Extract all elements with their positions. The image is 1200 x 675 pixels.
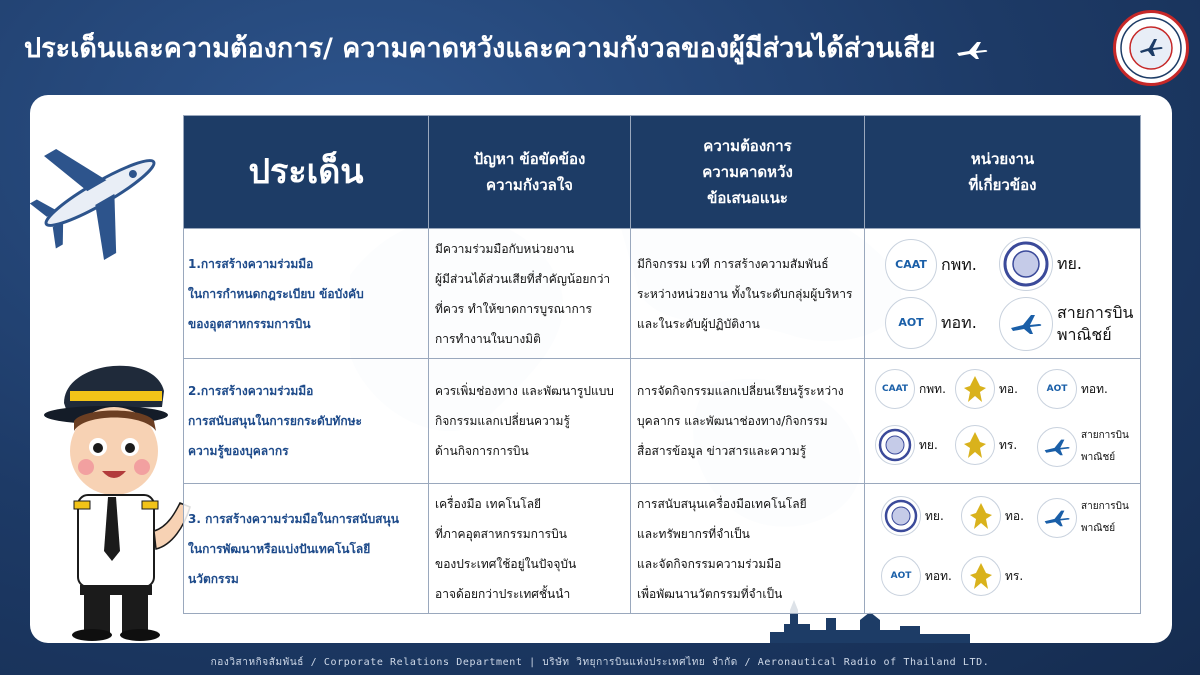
airplane-illustration xyxy=(30,123,170,263)
problem-cell: เครื่องมือ เทคโนโลยี ที่ภาคอุตสาหกรรมการบิน ของประเทศใช้อยู่ในปัจจุบัน อาจด้อยกว่าประเทศชั้นนำ xyxy=(429,484,631,614)
agency-airlines: สายการบิน พาณิชย์ xyxy=(999,297,1133,351)
agency-rtaf: ทอ. xyxy=(961,496,1024,536)
aerothai-seal xyxy=(1113,10,1189,86)
royal-emblem xyxy=(955,425,995,465)
problem-cell: ควรเพิ่มช่องทาง และพัฒนารูปแบบ กิจกรรมแลกเปลี่ยนความรู้ ด้านกิจการการบิน xyxy=(429,359,631,484)
agencies-cell xyxy=(865,229,1141,359)
column-header-needs: ความต้องการ ความคาดหวัง ข้อเสนอแนะ xyxy=(631,116,865,229)
agency-airlines: สายการบิน พาณิชย์ xyxy=(1037,496,1129,540)
pilot-illustration xyxy=(44,331,204,643)
table-row xyxy=(184,359,1141,484)
agency-caat: CAAT กพท. xyxy=(885,239,977,291)
issue-cell: 2.การสร้างความร่วมมือ การสนับสนุนในการยกระดับทักษะ ความรู้ของบุคลากร xyxy=(184,359,429,484)
needs-cell: มีกิจกรรม เวที การสร้างความสัมพันธ์ ระหว่างหน่วยงาน ทั้งในระดับกลุ่มผู้บริหาร และในระดับผู้ปฏิบัติงาน xyxy=(631,229,865,359)
table-header-row xyxy=(184,116,1141,229)
aot-logo: AOT xyxy=(885,297,937,349)
caat-logo: CAAT xyxy=(885,239,937,291)
agency-mot: ทย. xyxy=(881,496,944,536)
royal-emblem xyxy=(961,556,1001,596)
problem-cell: มีความร่วมมือกับหน่วยงาน ผู้มีส่วนได้ส่วนเสียที่สำคัญน้อยกว่า ที่ควร ทำให้ขาดการบูรณาการ การทำงานในบางมิติ xyxy=(429,229,631,359)
aot-logo: AOT xyxy=(1037,369,1077,409)
agency-caat: CAAT กพท. xyxy=(875,369,946,409)
agency-rtn: ทร. xyxy=(955,425,1017,465)
page-title xyxy=(24,26,989,69)
royal-emblem xyxy=(961,496,1001,536)
mot-seal xyxy=(881,496,921,536)
table-row xyxy=(184,484,1141,614)
page-title-text: ประเด็นและความต้องการ/ ความคาดหวังและความกังวลของผู้มีส่วนได้ส่วนเสีย xyxy=(24,33,936,64)
agency-rtaf: ทอ. xyxy=(955,369,1018,409)
agency-airlines: สายการบิน พาณิชย์ xyxy=(1037,425,1129,469)
agencies-cell xyxy=(865,359,1141,484)
agency-aot: AOT ทอท. xyxy=(1037,369,1108,409)
agency-aot: AOT ทอท. xyxy=(885,297,977,349)
royal-emblem xyxy=(955,369,995,409)
issue-cell: 1.การสร้างความร่วมมือ ในการกำหนดกฎระเบียบ ข้อบังคับ ของอุตสาหกรรมการบิน xyxy=(184,229,429,359)
airline-plane-logo xyxy=(999,297,1053,351)
mot-seal xyxy=(999,237,1053,291)
issue-cell: 3. การสร้างความร่วมมือในการสนับสนุน ในการพัฒนาหรือแบ่งปันเทคโนโลยี นวัตกรรม xyxy=(184,484,429,614)
needs-cell: การจัดกิจกรรมแลกเปลี่ยนเรียนรู้ระหว่าง บุคลากร และพัฒนาช่องทาง/กิจกรรม สื่อสารข้อมูล ข่าวสารและความรู้ xyxy=(631,359,865,484)
airplane-icon xyxy=(955,39,989,61)
agency-rtn: ทร. xyxy=(961,556,1023,596)
agency-mot: ทย. xyxy=(999,237,1082,291)
column-header-agencies: หน่วยงาน ที่เกี่ยวข้อง xyxy=(865,116,1141,229)
agency-aot: AOT ทอท. xyxy=(881,556,952,596)
footer-credit: กองวิสาหกิจสัมพันธ์ / Corporate Relations Department | บริษัท วิทยุการบินแห่งประเทศไทย จำกัด / Aeronautical Radio of Thailand LTD. xyxy=(210,657,990,668)
agency-mot: ทย. xyxy=(875,425,938,465)
caat-logo: CAAT xyxy=(875,369,915,409)
table-row xyxy=(184,229,1141,359)
stakeholder-table xyxy=(183,115,1141,614)
airline-plane-logo xyxy=(1037,427,1077,467)
column-header-issue: ประเด็น xyxy=(184,116,429,229)
mot-seal xyxy=(875,425,915,465)
content-card xyxy=(30,95,1172,643)
needs-cell: การสนับสนุนเครื่องมือเทคโนโลยี และทรัพยากรที่จำเป็น และจัดกิจกรรมความร่วมมือ เพื่อพัฒนานวัตกรรมที่จำเป็น xyxy=(631,484,865,614)
agencies-cell xyxy=(865,484,1141,614)
aot-logo: AOT xyxy=(881,556,921,596)
column-header-problem: ปัญหา ข้อขัดข้อง ความกังวลใจ xyxy=(429,116,631,229)
airline-plane-logo xyxy=(1037,498,1077,538)
